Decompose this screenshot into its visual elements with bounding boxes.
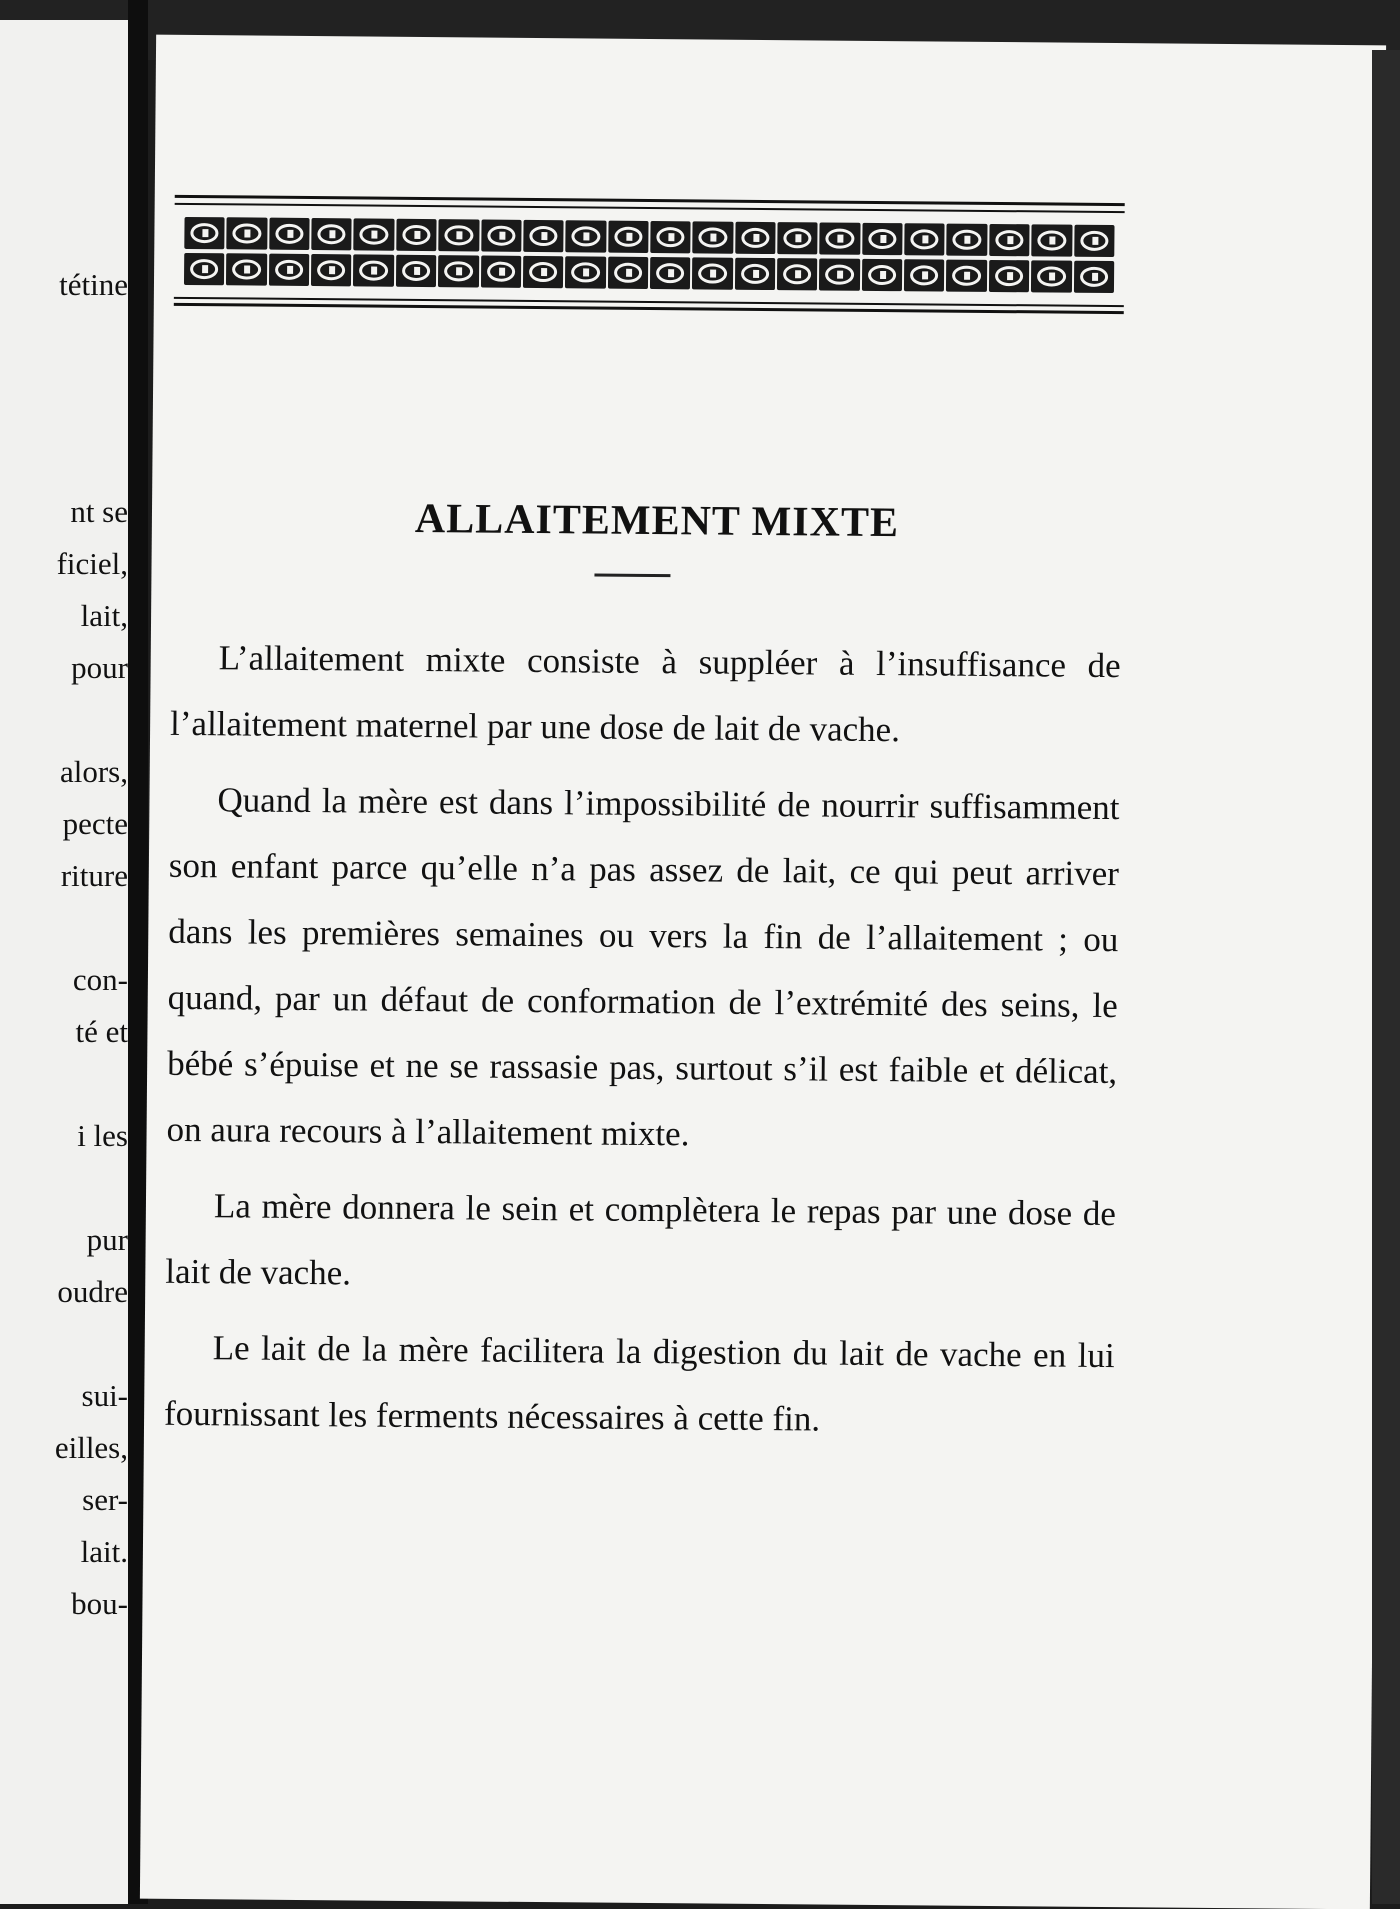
left-fragment: pecte xyxy=(62,806,128,841)
left-fragment: con- xyxy=(72,962,128,997)
right-page xyxy=(140,35,1386,1909)
paragraph: L’allaitement mixte consiste à suppléer à l’insuffisance de l’allaitement maternel par une dose de lait de vache. xyxy=(169,638,1121,750)
left-page xyxy=(0,20,128,1904)
title-separator xyxy=(594,574,670,578)
left-fragment: ficiel, xyxy=(56,546,128,581)
left-fragment: pur xyxy=(86,1222,128,1257)
left-fragment: lait. xyxy=(80,1534,128,1569)
left-fragment: eilles, xyxy=(54,1430,128,1465)
left-fragment: bou- xyxy=(71,1586,128,1621)
left-fragment: té et xyxy=(75,1014,128,1049)
ornamental-border xyxy=(173,153,1125,351)
left-fragment: alors, xyxy=(59,754,128,789)
paragraph: Quand la mère est dans l’impossibilité de nourrir suffisamment son enfant parce qu’elle n’a pas assez de lait, ce qui peut arriver dans les premières semaines ou vers la fin de l’allaitement ; ou quand, par un défaut de conformation de l’extrémité des seins, le bébé s’épuise et ne se rassasie pas, surtout s’il est faible et délicat, on aura recours à l’allaitement mixte. xyxy=(166,780,1120,1154)
left-fragment: nt se xyxy=(70,494,128,529)
left-fragment: pour xyxy=(71,650,128,685)
left-fragment: oudre xyxy=(57,1274,128,1309)
left-fragment: lait, xyxy=(80,598,128,633)
body-text xyxy=(164,625,1121,1465)
left-fragment: tétine xyxy=(59,267,128,302)
chapter-title: ALLAITEMENT MIXTE xyxy=(414,495,900,547)
paragraph: La mère donnera le sein et complètera le repas par une dose de lait de vache. xyxy=(165,1186,1117,1293)
ornament-row-top xyxy=(184,217,1114,257)
left-fragment: ser- xyxy=(82,1482,128,1517)
left-fragment: riture xyxy=(60,858,128,893)
paragraph: Le lait de la mère facilitera la digestion du lait de vache en lui fournissant les ferments nécessaires à cette fin. xyxy=(163,1328,1115,1439)
ornament-row-bottom xyxy=(184,253,1114,293)
left-fragment: i les xyxy=(77,1118,128,1153)
page-edge-shadow xyxy=(1372,50,1400,1904)
left-fragment: sui- xyxy=(81,1378,128,1413)
